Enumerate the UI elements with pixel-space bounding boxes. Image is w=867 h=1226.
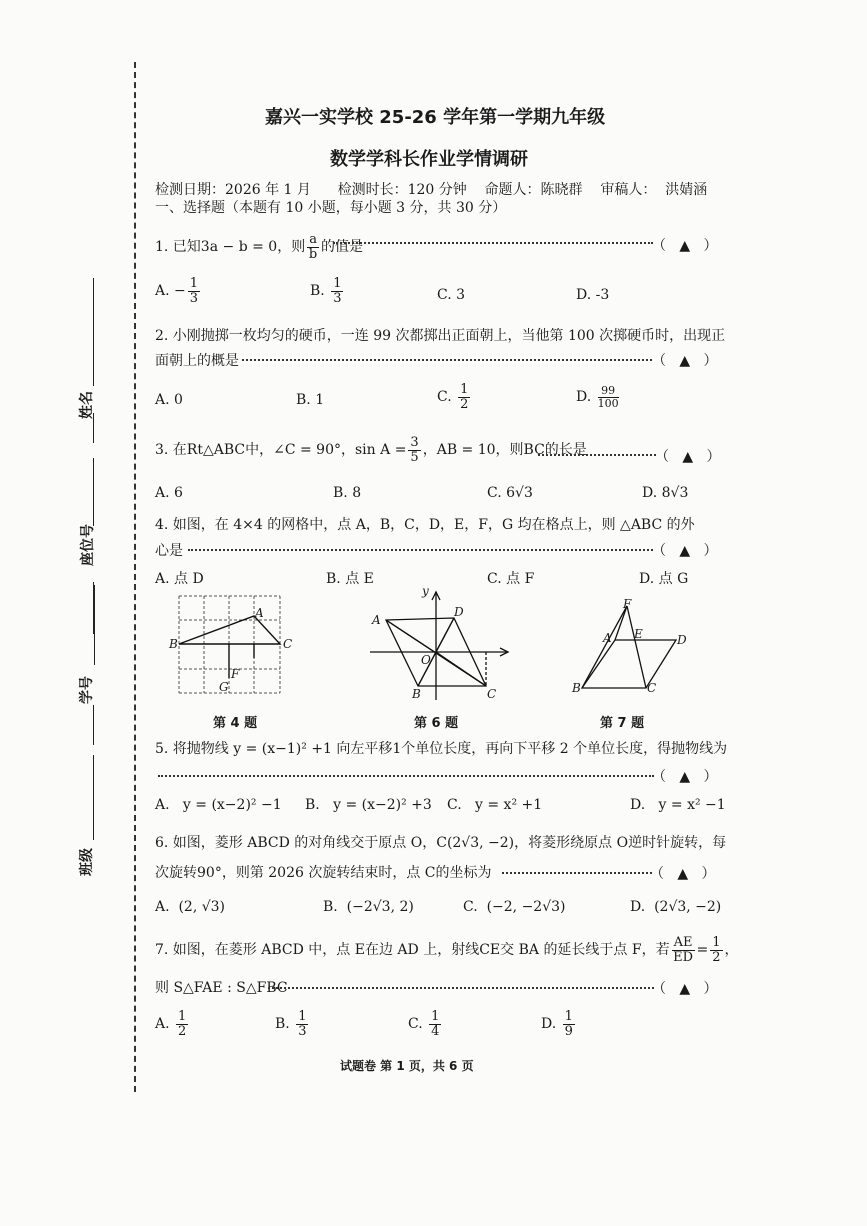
q1-frac-num: a xyxy=(309,232,317,247)
exam-subtitle: 数学学科长作业学情调研 xyxy=(330,149,528,170)
q5-answer-bracket: （ ▲ ） xyxy=(652,769,718,785)
fig4-label-f: F xyxy=(231,667,240,681)
exam-info: 检测日期：2026 年 1 月 检测时长：120 分钟 命题人：陈晓群 审稿人： 洪婧涵 xyxy=(155,182,708,198)
q6-option-d: D. (2√3, −2) xyxy=(630,899,722,915)
fig6-label-y: y xyxy=(422,584,429,598)
figure-6-caption: 第 6 题 xyxy=(414,716,459,731)
q4-option-b: B. 点 E xyxy=(326,571,374,587)
question-5-line1: 5. 将抛物线 y = (x−1)² +1 向左平移1个单位长度，再向下平移 2 个单位长度，得抛物线为 xyxy=(155,741,728,757)
q6-dots xyxy=(502,872,652,874)
id-field-line xyxy=(94,585,95,665)
q1-option-a: A. − $\frac{1}{3}$ xyxy=(155,276,199,306)
q4-option-d: D. 点 G xyxy=(639,571,689,587)
q3-option-a: A. 6 xyxy=(155,485,183,501)
fig4-label-a: A xyxy=(255,606,264,620)
q1-text-b: 的值是 xyxy=(320,239,363,256)
q1-option-c: C. 3 xyxy=(437,287,466,303)
question-4-line1: 4. 如图，在 4×4 的网格中，点 A，B，C，D，E，F，G 均在格点上，则 △ABC 的外 xyxy=(155,517,695,533)
q7-option-a: A. $\frac{1}{2}$ xyxy=(155,1009,187,1039)
seat-field-line xyxy=(93,458,94,526)
question-7-line1: 7. 如图，在菱形 ABCD 中，点 E在边 AD 上，射线CE交 BA 的延长线于点 F，若 $\frac{AE}{ED}$ = $\frac{1}{2}$ ， xyxy=(155,935,739,965)
q2-dots xyxy=(242,359,652,361)
q6-answer-bracket: （ ▲ ） xyxy=(650,866,716,882)
q1-text-a: 1. 已知3a − b = 0，则 xyxy=(155,239,306,256)
question-1-stem xyxy=(155,233,363,261)
question-2-line2: 面朝上的概是 xyxy=(155,353,239,369)
figure-6-rhombus xyxy=(368,582,513,702)
q1-answer-bracket: （ ▲ ） xyxy=(652,238,718,254)
figure-4-caption: 第 4 题 xyxy=(213,716,258,731)
q1-frac-den: b xyxy=(308,246,318,262)
q7-option-b: B. $\frac{1}{3}$ xyxy=(275,1009,307,1039)
q2-option-a: A. 0 xyxy=(155,392,183,408)
q7-answer-bracket: （ ▲ ） xyxy=(652,981,718,997)
q4-dots xyxy=(188,549,653,551)
q7-option-c: C. $\frac{1}{4}$ xyxy=(408,1009,440,1039)
question-2-line1: 2. 小刚抛掷一枚均匀的硬币，一连 99 次都掷出正面朝上，当他第 100 次掷硬币时，出现正 xyxy=(155,328,726,344)
page-footer: 试题卷 第 1 页，共 6 页 xyxy=(340,1059,474,1073)
q3-option-b: B. 8 xyxy=(333,485,362,501)
fig4-label-c: C xyxy=(283,637,293,651)
name-label: 姓名 xyxy=(79,391,95,419)
figure-7-rhombus xyxy=(570,598,690,698)
q6-option-c: C. (−2, −2√3) xyxy=(463,899,566,915)
figure-7-caption: 第 7 题 xyxy=(600,716,645,731)
q2-option-b: B. 1 xyxy=(296,392,325,408)
q2-option-c: C. $\frac{1}{2}$ xyxy=(437,382,469,412)
q6-option-a: A. (2, √3) xyxy=(155,899,226,915)
q5-option-c: C. y = x² +1 xyxy=(447,797,543,813)
q2-answer-bracket: （ ▲ ） xyxy=(652,353,718,369)
section-heading: 一、选择题（本题有 10 小题，每小题 3 分，共 30 分） xyxy=(155,200,507,216)
student-id-label: 学号 xyxy=(79,676,95,704)
q3-option-c: C. 6√3 xyxy=(487,485,533,501)
question-6-line2: 次旋转90°，则第 2026 次旋转结束时，点 C的坐标为 xyxy=(155,865,492,881)
fig4-label-b: B xyxy=(169,637,178,651)
fig6-label-d: D xyxy=(454,605,464,619)
q7-option-d: D. $\frac{1}{9}$ xyxy=(541,1009,573,1039)
question-3-stem: 3. 在Rt△ABC中，∠C = 90°，sin A = $\frac{3}{5}$ ，AB = 10，则BC的长是 xyxy=(155,435,587,465)
fig7-label-c: C xyxy=(647,681,657,695)
fig4-label-g: G xyxy=(219,680,229,694)
figure-4-grid xyxy=(165,588,300,700)
fig6-label-o: O xyxy=(421,653,431,667)
name-field-line xyxy=(93,278,94,386)
fig7-label-b: B xyxy=(572,681,581,695)
name-field-line-2 xyxy=(93,413,94,443)
q3-option-d: D. 8√3 xyxy=(642,485,689,501)
q6-option-b: B. (−2√3, 2) xyxy=(323,899,414,915)
fig6-label-b: B xyxy=(412,687,421,701)
fig7-label-f: F xyxy=(623,598,632,611)
q3-dots xyxy=(538,454,656,456)
class-label: 班级 xyxy=(79,848,95,876)
q4-option-a: A. 点 D xyxy=(155,571,204,587)
fig7-label-a: A xyxy=(603,631,612,645)
id-field-line-2 xyxy=(93,705,94,745)
q5-dots xyxy=(158,775,654,777)
q5-option-a: A. y = (x−2)² −1 xyxy=(155,797,282,813)
exam-title: 嘉兴一实学校 25-26 学年第一学期九年级 xyxy=(265,107,606,128)
q1-dots xyxy=(333,242,653,244)
q5-option-b: B. y = (x−2)² +3 xyxy=(305,797,432,813)
fig6-label-c: C xyxy=(487,687,497,701)
fig6-label-a: A xyxy=(372,613,381,627)
binding-dashed-line xyxy=(134,62,136,1092)
question-7-line2: 则 S△FAE : S△FBC xyxy=(155,980,288,996)
q1-option-b: B. $\frac{1}{3}$ xyxy=(310,276,342,306)
q4-answer-bracket: （ ▲ ） xyxy=(652,543,718,559)
q7-dots xyxy=(268,987,654,989)
q4-option-c: C. 点 F xyxy=(487,571,535,587)
question-4-line2: 心是 xyxy=(155,543,183,559)
q3-answer-bracket: （ ▲ ） xyxy=(655,449,721,465)
q5-option-d: D. y = x² −1 xyxy=(630,797,726,813)
fig7-label-e: E xyxy=(634,627,643,641)
q2-option-d: D. $\frac{99}{100}$ xyxy=(576,384,619,410)
q1-fraction xyxy=(307,233,319,261)
q1-option-d: D. -3 xyxy=(576,287,610,303)
question-6-line1: 6. 如图，菱形 ABCD 的对角线交于原点 O，C(2√3, −2)，将菱形绕原点 O逆时针旋转，每 xyxy=(155,835,727,851)
fig7-label-d: D xyxy=(677,633,687,647)
seat-label: 座位号 xyxy=(80,524,96,566)
class-field-line xyxy=(93,755,94,840)
